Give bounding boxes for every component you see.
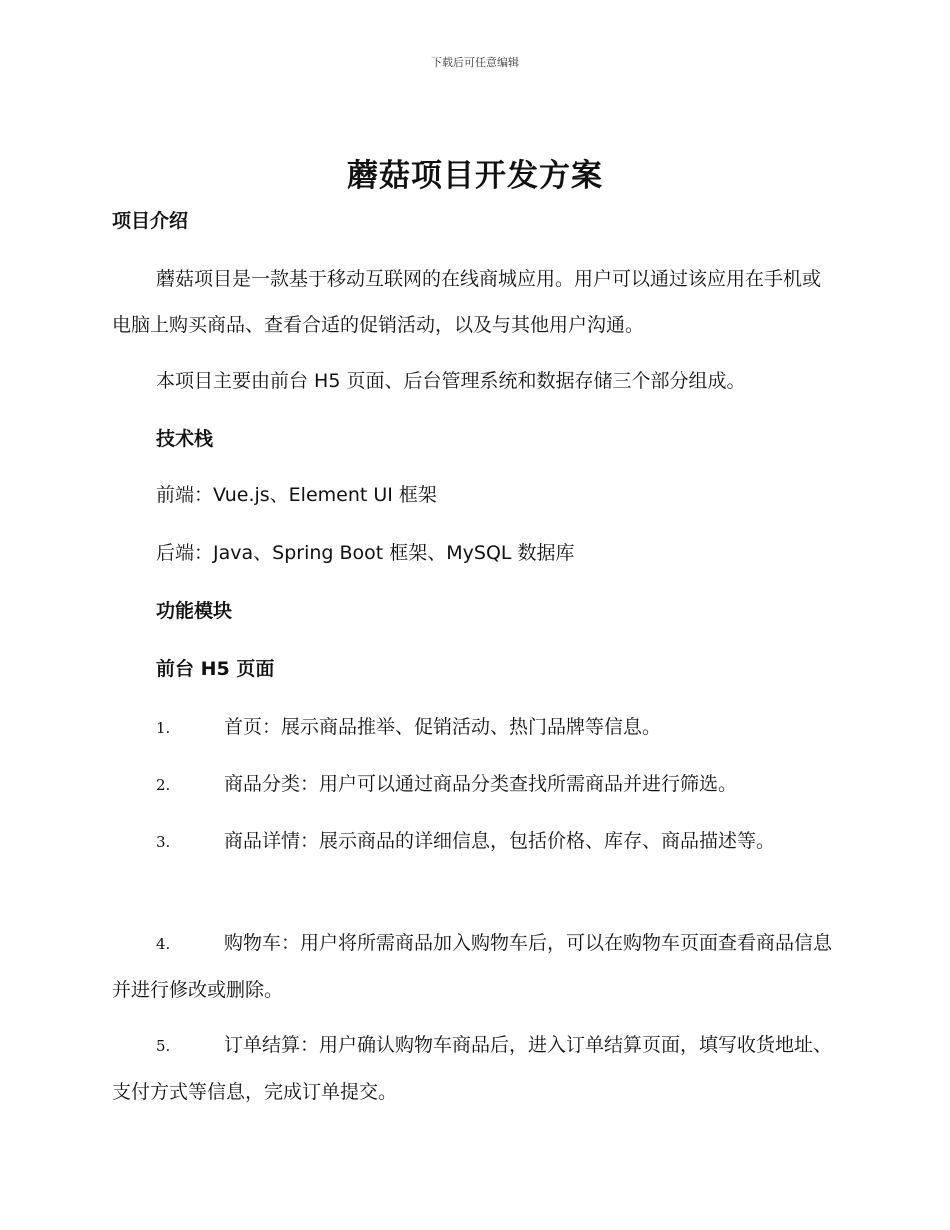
list-item-text: 商品详情：展示商品的详细信息，包括价格、库存、商品描述等。 — [224, 830, 776, 852]
tech-backend: 后端：Java、Spring Boot 框架、MySQL 数据库 — [156, 542, 575, 564]
list-item-number: 3. — [156, 833, 171, 851]
list-item-text: 商品分类：用户可以通过商品分类查找所需商品并进行筛选。 — [224, 773, 738, 795]
list-item-number: 4. — [156, 935, 171, 953]
header-note: 下载后可任意编辑 — [431, 56, 519, 69]
document-title: 蘑菇项目开发方案 — [347, 158, 603, 194]
list-item — [112, 818, 832, 865]
list-item — [112, 704, 832, 751]
tech-frontend: 前端：Vue.js、Element UI 框架 — [156, 484, 437, 506]
list-item-number: 2. — [156, 776, 171, 794]
list-item — [112, 761, 832, 808]
intro-paragraph-1: 蘑菇项目是一款基于移动互联网的在线商城应用。用户可以通过该应用在手机或电脑上购买商品、查看合适的促销活动，以及与其他用户沟通。 — [112, 268, 822, 336]
list-item — [112, 920, 832, 1013]
section-heading-modules: 功能模块 — [156, 600, 233, 622]
section-heading-intro: 项目介绍 — [112, 210, 189, 232]
list-item-text: 订单结算：用户确认购物车商品后，进入订单结算页面，填写收货地址、支付方式等信息，完成订单提交。 — [112, 1034, 833, 1103]
section-heading-tech: 技术栈 — [156, 428, 214, 450]
list-item-number: 5. — [156, 1037, 171, 1055]
list-item-text: 首页：展示商品推举、促销活动、热门品牌等信息。 — [224, 716, 662, 738]
list-item — [112, 1022, 832, 1115]
intro-paragraph-2: 本项目主要由前台 H5 页面、后台管理系统和数据存储三个部分组成。 — [156, 370, 746, 392]
subheading-frontend-h5: 前台 H5 页面 — [156, 658, 275, 680]
list-item-text: 购物车：用户将所需商品加入购物车后，可以在购物车页面查看商品信息并进行修改或删除。 — [112, 932, 833, 1001]
list-item-number: 1. — [156, 719, 171, 737]
